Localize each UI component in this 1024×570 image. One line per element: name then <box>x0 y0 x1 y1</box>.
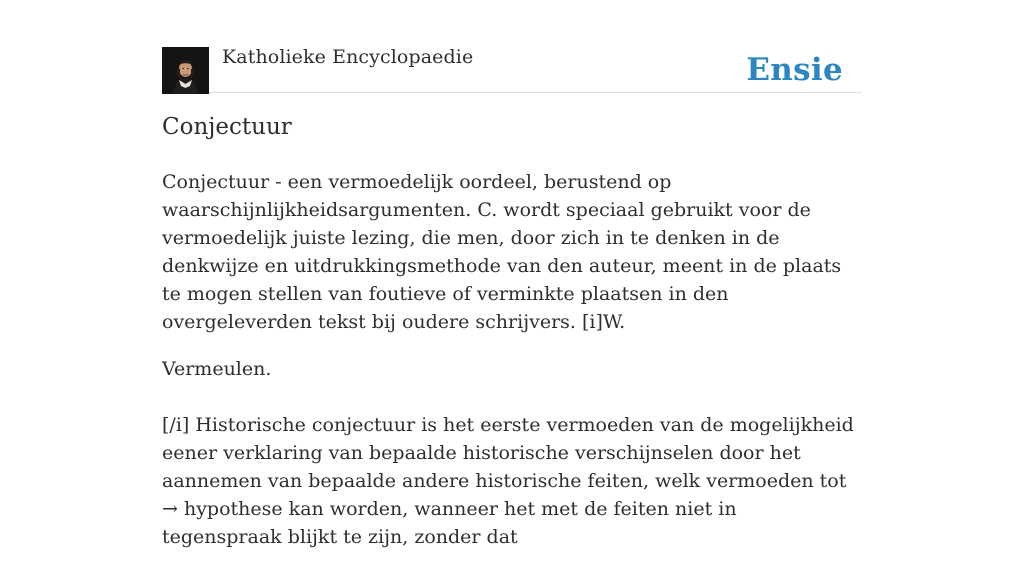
page-title: Conjectuur <box>162 114 292 140</box>
site-header <box>162 44 862 93</box>
article-body <box>162 168 862 570</box>
ensie-logo-link[interactable]: Ensie <box>746 52 843 88</box>
portrait-avatar-icon[interactable] <box>162 47 209 94</box>
article-paragraph: Vermeulen. <box>162 358 272 380</box>
portrait-illustration <box>162 47 209 94</box>
article-paragraph: [/i] Historische conjectuur is het eerste vermoeden van de mogelijkheid eener verklaring van bepaalde historische verschijnselen door het aannemen van bepaalde andere historische feiten, welk vermoeden tot → hypothese kan worden, wanneer het met de feiten niet in tegenspraak blijkt te zijn, zonder dat <box>162 414 854 548</box>
article-paragraph: Conjectuur - een vermoedelijk oordeel, berustend op waarschijnlijkheidsargumenten. C. wordt speciaal gebruikt voor de vermoedelijk juiste lezing, die men, door zich in te denken in de denkwijze en uitdrukkingsmethode van den auteur, meent in de plaats te mogen stellen van foutieve of verminkte plaatsen in den overgeleverden tekst bij oudere schrijvers. [i]W. <box>162 171 842 333</box>
source-name[interactable]: Katholieke Encyclopaedie <box>222 46 474 68</box>
